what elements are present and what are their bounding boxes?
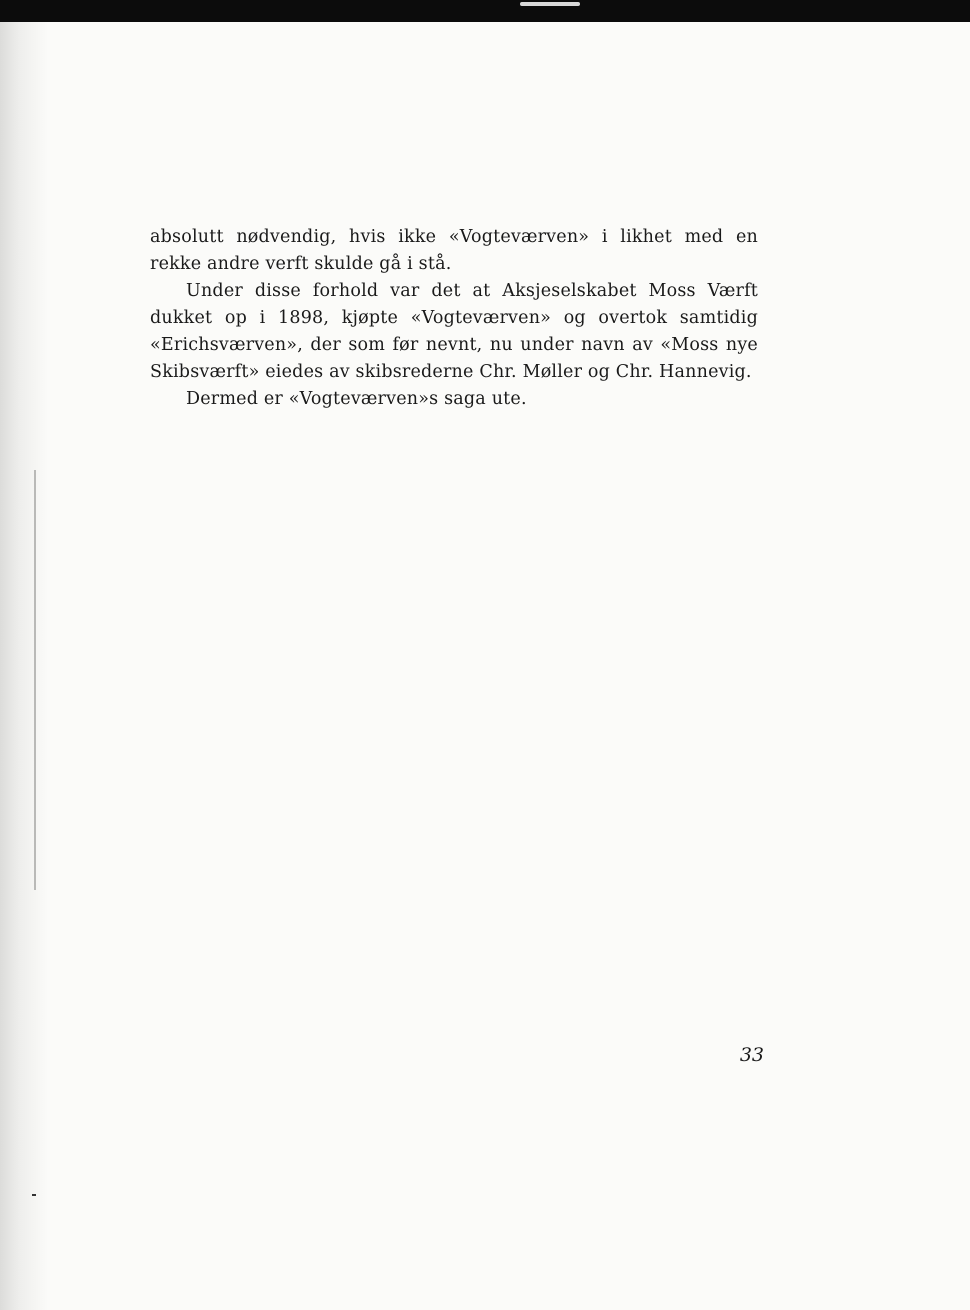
scan-edge-highlight <box>520 2 580 6</box>
paragraph-3: Dermed er «Vogteværven»s saga ute. <box>186 389 527 409</box>
scan-speck <box>32 1194 36 1196</box>
page-number: 33 <box>739 1044 764 1066</box>
binding-shadow <box>0 22 48 1310</box>
binding-line <box>34 470 36 890</box>
paragraph-1: absolutt nødvendig, hvis ikke «Vogteværven» i likhet med en rekke andre verft skulde gå i stå. <box>150 227 758 274</box>
body-text <box>150 224 758 413</box>
scan-top-edge <box>0 0 970 22</box>
paragraph-2: Under disse forhold var det at Aksjeselskabet Moss Værft dukket op i 1898, kjøpte «Vogteværven» og overtok samtidig «Erichsværven», der som før nevnt, nu under navn av «Moss nye Skibsværft» eiedes av skibsrederne Chr. Møller og Chr. Hannevig. <box>150 281 758 382</box>
